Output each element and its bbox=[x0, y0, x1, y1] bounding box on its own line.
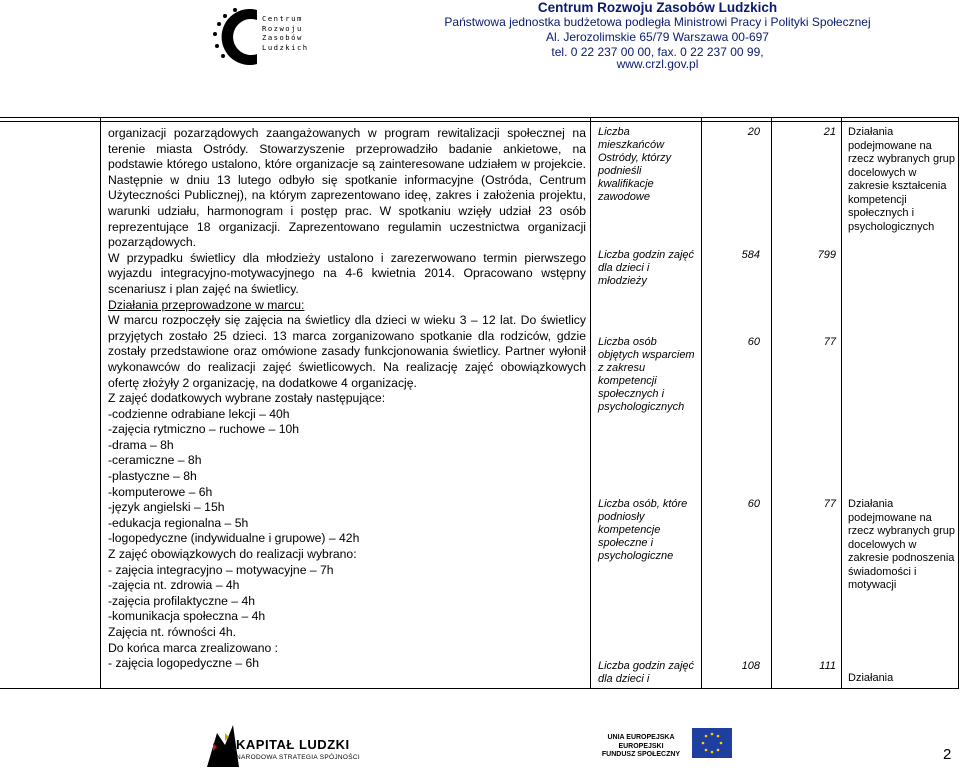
kl-title: KAPITAŁ LUDZKI bbox=[236, 737, 350, 752]
list-item: -zajęcia nt. zdrowia – 4h bbox=[108, 578, 240, 593]
list-item: - zajęcia logopedyczne – 6h bbox=[108, 656, 260, 671]
kl-subtitle: NARODOWA STRATEGIA SPÓJNOŚCI bbox=[236, 754, 360, 761]
list-intro: Z zajęć obowiązkowych do realizacji wybrano: bbox=[108, 547, 357, 562]
org-www: www.crzl.gov.pl bbox=[616, 57, 699, 71]
column-divider bbox=[841, 117, 842, 688]
list-item: -codzienne odrabiane lekcji – 40h bbox=[108, 406, 290, 421]
org-subtitle: Państwowa jednostka budżetowa podległa Ministrowi Pracy i Polityki Społecznej bbox=[444, 15, 871, 29]
page-number: 2 bbox=[943, 746, 952, 763]
indicator-value: 111 bbox=[819, 660, 836, 672]
list-item: -komputerowe – 6h bbox=[108, 484, 213, 499]
indicator-label: Liczba godzin zajęć dla dzieci i młodzieży bbox=[598, 249, 695, 287]
indicator-value: 799 bbox=[817, 249, 836, 261]
list-item: -zajęcia profilaktyczne – 4h bbox=[108, 593, 255, 608]
indicator-label: Liczba osób objętych wsparciem z zakresu kompetencji społecznych i psychologicznych bbox=[598, 336, 695, 413]
action-label: Działania podejmowane na rzecz wybranych grup docelowych w zakresie podnoszenia świadomości i motywacji bbox=[848, 498, 955, 591]
indicator-value: 77 bbox=[823, 498, 836, 510]
paragraph: organizacji pozarządowych zaangażowanych w program rewitalizacji społecznej na terenie miasta Ostródy. Stowarzyszenie przeprowadziło badanie ankietowe, na podstawie którego ustalono, które organizacje są zainteresowane udziałem w projekcie. Następnie w dniu 13 lutego odbyło się spotkanie informacyjne (Ostróda, Centrum Użyteczności Publicznej), na którym zaprezentowano ideę, zakres i założenia projektu, warunki udziału, harmonogram i postęp prac. W spotkaniu wzięły udział 23 osób reprezentujące 18 organizacji. Zaprezentowano regulamin uczestnictwa organizacji pozarządowych. bbox=[108, 126, 586, 250]
org-phone: tel. 0 22 237 00 00, fax. 0 22 237 00 99, bbox=[551, 45, 764, 59]
indicator-value: 60 bbox=[747, 498, 760, 510]
list-item: -plastyczne – 8h bbox=[108, 469, 197, 484]
indicator-value: 108 bbox=[741, 660, 760, 672]
column-divider bbox=[100, 117, 101, 688]
list-item: -ceramiczne – 8h bbox=[108, 453, 202, 468]
eu-label: UNIA EUROPEJSKA EUROPEJSKI FUNDUSZ SPOŁECZNY bbox=[601, 734, 681, 758]
list-intro: Do końca marca zrealizowano : bbox=[108, 640, 279, 655]
list-item: -drama – 8h bbox=[108, 437, 174, 452]
indicator-value: 77 bbox=[823, 336, 836, 348]
logo-text: Centrum Rozwoju Zasobów Ludzkich bbox=[262, 14, 309, 52]
indicator-label: Liczba osób, które podniosły kompetencje społeczne i psychologiczne bbox=[598, 498, 688, 562]
list-item: - zajęcia integracyjno – motywacyjne – 7h bbox=[108, 562, 334, 577]
indicator-value: 60 bbox=[747, 336, 760, 348]
action-label: Działania bbox=[848, 672, 894, 684]
indicator-label: Liczba mieszkańców Ostródy, którzy podnieśli kwalifikacje zawodowe bbox=[598, 126, 672, 203]
indicator-value: 584 bbox=[741, 249, 760, 261]
section-heading: Działania przeprowadzone w marcu: bbox=[108, 297, 305, 312]
list-item: -edukacja regionalna – 5h bbox=[108, 515, 249, 530]
column-divider bbox=[590, 117, 591, 688]
column-divider bbox=[771, 117, 772, 688]
action-label: Działania podejmowane na rzecz wybranych grup docelowych w zakresie kształcenia kompetencji społecznych i psychologicznych bbox=[848, 126, 955, 233]
column-divider bbox=[701, 117, 702, 688]
paragraph: W marcu rozpoczęły się zajęcia na świetlicy dla dzieci w wieku 3 – 12 lat. Do świetlicy przyjętych zostało 25 dzieci. 13 marca zorganizowano spotkanie dla rodziców, gdzie zostały przedstawione oraz omówione zasady funkcjonowania świetlicy. Partner wyłonił wykonawców do realizacji zajęć świetlicowych. Na realizację zajęć obowiązkowych ofertę złożyły 2 organizację, na dodatkowe 4 organizację. bbox=[108, 313, 586, 390]
list-item: -komunikacja społeczna – 4h bbox=[108, 609, 266, 624]
table-divider bbox=[0, 121, 959, 122]
org-title: Centrum Rozwoju Zasobów Ludzkich bbox=[537, 0, 778, 15]
indicator-value: 20 bbox=[747, 126, 760, 138]
list-item: -zajęcia rytmiczno – ruchowe – 10h bbox=[108, 422, 300, 437]
paragraph: W przypadku świetlicy dla młodzieży ustalono i zarezerwowano termin pierwszego wyjazdu integracyjno-motywacyjnego na 4-6 kwietnia 2014. Opracowano wstępny scenariusz i plan zajęć na świetlicy. bbox=[108, 250, 586, 296]
progress-description bbox=[108, 126, 586, 672]
column-divider bbox=[958, 117, 959, 688]
org-address: Al. Jerozolimskie 65/79 Warszawa 00-697 bbox=[546, 30, 769, 44]
list-intro: Z zajęć dodatkowych wybrane zostały następujące: bbox=[108, 391, 386, 406]
list-item: -język angielski – 15h bbox=[108, 500, 225, 515]
indicator-value: 21 bbox=[823, 126, 836, 138]
list-item: Zajęcia nt. równości 4h. bbox=[108, 625, 237, 639]
list-item: -logopedyczne (indywidualne i grupowe) – 42h bbox=[108, 531, 360, 546]
indicator-label: Liczba godzin zajęć dla dzieci i bbox=[598, 660, 695, 685]
eu-flag-icon bbox=[692, 728, 732, 758]
